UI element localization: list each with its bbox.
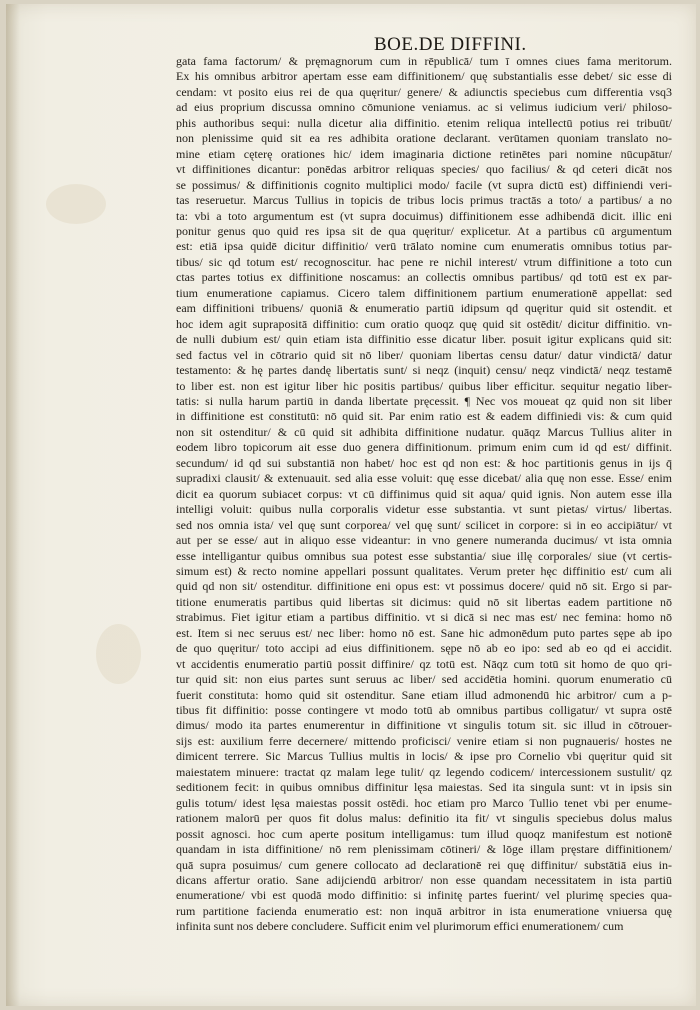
text-line: Ex his omnibus arbitror apertam esse eam diffinitionem/ quę substantialis esse debet/ sic esse di [176, 69, 672, 84]
text-line: gulis totum/ idest lęsa maiestas possit ostēdi. hoc etiam pro Marco Tullio tenet vbi per enume- [176, 795, 672, 810]
text-line: to liber est. non est igitur liber hic positis partibus/ quibus liber efficitur. sequitur negatio liber- [176, 378, 672, 393]
text-line: mine etiam cęterę orationes hic/ idem imaginaria dictione retinētes pari nomine nūcupātur/ [176, 146, 672, 161]
text-line: infinita sunt nos debere concludere. Sufficit enim vel plurimorum effici enumerationem/ cum [176, 919, 624, 934]
text-line: vt accidentis enumeratio partiū possit diffinire/ qz totū est. Nāqz cum totū sit homo de quo qri- [176, 656, 672, 671]
text-line: titione enumeratis partibus quid libertas sit dicimus: quid nō sit libertas eadem partitione nō [176, 594, 672, 609]
text-line: simum est) & recto nomine appellari possunt qualitates. Verum preter hęc diffinitio est/ cum ali [176, 563, 672, 578]
text-line: rum partitione facienda enumeratio est: non inquā arbitror in ista enumeratione vniuersa quę [176, 903, 672, 918]
text-line: testamento: & hę partes dandę libertatis sunt/ si neqz (inquit) censu/ neqz vindictā/ neqz testamē [176, 363, 672, 378]
text-line: rationem malorū per quos fit dolus malus: definitio ita fit/ vt singulis speciebus dolus malus [176, 811, 672, 826]
text-line: tur quid sit: non eius partes sunt seruus ac liber/ sed accidētia homini. quorum enumeratio cū [176, 672, 672, 687]
text-line: strabimus. Fiet igitur etiam a partibus diffinitio. vt si dicā si nec mas est/ nec femina: homo nō [176, 610, 672, 625]
text-line: non sit ostenditur/ & cū quid sit adhibita diffinitione nudatur. quāqz Marcus Tullius aliter in [176, 424, 672, 439]
text-line: aut per se esse/ aut in aliquo esse videantur: in vno genere numeranda ducimus/ vt ista omnia [176, 533, 672, 548]
paper-stain [46, 184, 106, 224]
running-head: BOE.DE DIFFINI. [374, 34, 527, 55]
text-line: secundum/ id qd sui substantiā non habet/ hoc est qd non est: & hoc partitionis genus in ijs q̄ [176, 455, 672, 470]
text-line: esse intelligantur quibus omnibus sua potest esse substantia/ siue illę corporales/ siue (vt certis- [176, 548, 672, 563]
text-line: tibus/ sic qd totum est/ recognoscitur. hac pene re nichil interest/ vtrum diffinitione a toto cun [176, 254, 672, 269]
text-line: sed factus vel in cōtrario quid sit nō liber/ quoniam libertas censu datur/ datur vindictā/ datur [176, 347, 672, 362]
text-line: sed nos omnia ista/ vel quę sunt corporea/ vel quę sunt/ scilicet in corpore: si in eo accipiātur/ vt [176, 517, 672, 532]
text-line: enumeratione/ vbi est quodā modo diffinitio: si infinitę partes fuerint/ vel plurimę species qua- [176, 888, 672, 903]
text-line: dicans affertur oratio. Sane adijciendū arbitror/ non esse quandam necessitatem in ista partiū [176, 873, 672, 888]
text-line: hoc idem agit suprapositā diffinitio: cum oratio quoqz quę quid sit ostēdit/ dicitur diffinitio. vn- [176, 316, 672, 331]
book-page [6, 4, 696, 1006]
text-line: se possimus/ & diffinitionis cognito multiplici modo/ facile (vt supra dictū est) diffiniendi veri- [176, 177, 672, 192]
text-line: est. Item si nec seruus est/ nec liber: homo nō est. Sane hic admonēdum puto partes sępe ab ipo [176, 625, 672, 640]
text-line: phis authoribus sequi: nulla dicetur alia diffinitio. etenim reliqua intellectū potius rei tribuūt/ [176, 115, 672, 130]
text-line: possit agnosci. hoc cum aperte positum intelligamus: tum illud quoqz manifestum est notionē [176, 826, 672, 841]
text-line: dimicent terrere. Sic Marcus Tullius multis in locis/ & ipse pro Cornelio vbi quęritur quid sit [176, 749, 672, 764]
text-line: ctas partes totius ex diffinitione noscamus: an collectis omnibus partibus/ qd totū est ex par- [176, 270, 672, 285]
page-gutter-shadow [6, 4, 20, 1006]
text-line: de nulli dubium est/ quin etiam ista diffinitio esse dicatur liber. posuit igitur explicans quid sit: [176, 332, 672, 347]
text-line: seditionem fecit: in quibus omnibus diffinitur lęsa maiestas. Sed ita singula sunt: vt in ipsis sin [176, 780, 672, 795]
text-line: tibus fit diffinitio: posse contingere vt modo totū ab omnibus partibus colligatur/ vt supra ostē [176, 703, 672, 718]
text-line: vt diffinitiones dicantur: ponēdas arbitror reliquas species/ quo facilius/ & qd ceteri dicāt nos [176, 162, 672, 177]
text-line: tium enumeratione capiamus. Cicero talem diffinitionem partium enumerationē appellat: sed [176, 285, 672, 300]
text-line: supradixi clausit/ & extenuauit. sed alia esse voluit: quę esse dicebat/ alia quę non esse. Esse/ enim [176, 471, 672, 486]
text-line: cendam: vt posito eius rei de qua quęritur/ genere/ & adiunctis speciebus cum differentia vsq3 [176, 84, 672, 99]
main-text-block [176, 54, 672, 935]
text-line: de quo quęritur/ toto accipi ad eius diffinitionem. sępe nō ab eo ipo: sed ab eo qd ei accidit. [176, 641, 672, 656]
text-line: maiestatem minuere: tractat qz malam lege tulit/ qz legendo codicem/ intercessionem sustulit/ qz [176, 764, 672, 779]
text-line: tatis: si nulla harum partiū in danda libertate pręcessit. ¶ Nec vos moueat qz quid non sit liber [176, 393, 672, 408]
text-line: eodem libro topicorum ait esse duo genera diffinitionum. primum enim cum id qd est/ diffinit. [176, 440, 672, 455]
text-line: dimus/ modo ita partes enumerentur in diffinitione vt singulis totum sit. sic illud in cōtrouer- [176, 718, 672, 733]
text-line: non plenissime quid sit ea res adhibita oratione declarant. verūtamen quoniam translato no- [176, 131, 672, 146]
text-line: ad eius proprium discussa omnino cōmunione veniamus. ac si velimus iudicium veri/ philoso- [176, 100, 672, 115]
text-line: intelligi voluit: quibus nulla corporalis videtur esse substantia. vt sunt pietas/ virtus/ libertas. [176, 502, 672, 517]
text-line: sijs est: auxilium ferre decernere/ mittendo proficisci/ venire etiam si non pugnaueris/ hostes ne [176, 733, 672, 748]
text-line: quandam in ista diffinitione/ nō rem plenissimam cōtineri/ & lōge illam pręstare diffinitionem/ [176, 842, 672, 857]
text-line: ponitur genus quo quid res ipsa sit de qua quęritur/ explicetur. At a partibus cū argumentum [176, 223, 672, 238]
text-line: fuerit constituta: homo quid sit ostenditur. Sane etiam illud admonendū hic arbitror/ cum a p- [176, 687, 672, 702]
text-line: quid qd non sit/ ostenditur. diffinitione eni opus est: vt possimus docere/ quid nō sit. Ergo si par- [176, 579, 672, 594]
text-line: tas reseruetur. Marcus Tullius in topicis de tribus locis primus tractās a toto/ a partibus/ a no [176, 193, 672, 208]
text-line: in diffinitione est constitutū: nō quid sit. Par enim ratio est & eadem diffiniedi vis: & cum quid [176, 409, 672, 424]
text-line: gata fama factorum/ & pręmagnorum cum in rēpublicā/ tum ī omnes ciues fama meritorum. [176, 54, 672, 68]
text-line: eam diffinitioni tribuens/ quoniā & enumeratio partiū idipsum qd quęritur quid sit ostendit. et [176, 301, 672, 316]
text-line: ta: vbi a toto argumentum est (vt supra docuimus) diffinitionem esse adhibendā dicit. illic eni [176, 208, 672, 223]
paper-stain [96, 624, 141, 684]
text-line: est: etiā ipsa quidē dicitur diffinitio/ verū trālato nomine cum enumeratis omnibus totius par- [176, 239, 672, 254]
text-line: quā supra posuimus/ cum genere collocato ad declarationē rei quę diffinitur/ substātiā eius in- [176, 857, 672, 872]
text-line: dicit ea quorum subiacet corpus: vt cū diffinimus quid sit aqua/ quid ignis. Non autem esse illa [176, 486, 672, 501]
